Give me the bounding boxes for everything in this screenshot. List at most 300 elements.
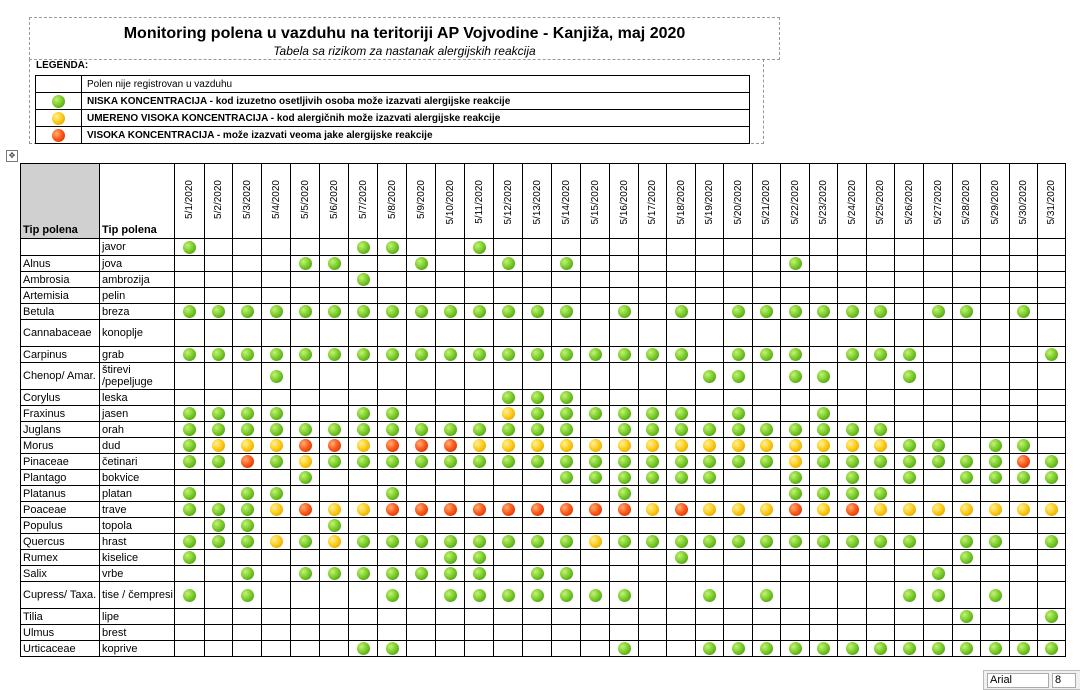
concentration-cell: [895, 566, 924, 582]
concentration-cell: [810, 454, 838, 470]
concentration-dot-icon: [444, 423, 457, 436]
concentration-cell: [724, 470, 753, 486]
concentration-cell: [953, 288, 981, 304]
legend-label: VISOKA KONCENTRACIJA - može izazvati veoma jake alergijske reakcije: [82, 127, 750, 144]
concentration-cell: [724, 406, 753, 422]
concentration-cell: [233, 438, 262, 454]
concentration-dot-icon: [502, 439, 515, 452]
concentration-dot-icon: [473, 423, 486, 436]
concentration-cell: [465, 609, 494, 625]
concentration-dot-icon: [560, 535, 573, 548]
concentration-cell: [724, 454, 753, 470]
concentration-cell: [205, 438, 233, 454]
concentration-cell: [378, 609, 407, 625]
concentration-cell: [552, 518, 581, 534]
concentration-cell: [349, 534, 378, 550]
concentration-dot-icon: [1045, 610, 1058, 623]
date-label: 5/2/2020: [213, 180, 224, 219]
table-row: [21, 502, 1066, 518]
date-label: 5/11/2020: [473, 180, 485, 224]
pollen-latin-name: [21, 239, 100, 256]
concentration-cell: [753, 390, 781, 406]
concentration-cell: [262, 363, 291, 390]
concentration-dot-icon: [473, 567, 486, 580]
concentration-cell: [233, 566, 262, 582]
concentration-cell: [262, 239, 291, 256]
concentration-cell: [407, 406, 436, 422]
pollen-latin-name: Betula: [21, 304, 100, 320]
concentration-cell: [233, 454, 262, 470]
concentration-cell: [349, 625, 378, 641]
concentration-dot-icon: [328, 423, 341, 436]
concentration-dot-icon: [328, 455, 341, 468]
date-header: [810, 164, 838, 239]
concentration-cell: [667, 406, 696, 422]
concentration-cell: [262, 347, 291, 363]
concentration-cell: [581, 422, 610, 438]
concentration-cell: [233, 390, 262, 406]
concentration-cell: [667, 502, 696, 518]
concentration-cell: [291, 486, 320, 502]
concentration-cell: [667, 256, 696, 272]
concentration-cell: [378, 363, 407, 390]
concentration-dot-icon: [618, 503, 631, 516]
concentration-cell: [378, 406, 407, 422]
concentration-cell: [724, 550, 753, 566]
concentration-cell: [233, 272, 262, 288]
concentration-dot-icon: [531, 503, 544, 516]
concentration-cell: [436, 422, 465, 438]
concentration-cell: [610, 625, 639, 641]
concentration-cell: [924, 347, 953, 363]
concentration-dot-icon: [1045, 348, 1058, 361]
concentration-cell: [523, 422, 552, 438]
concentration-cell: [753, 550, 781, 566]
concentration-cell: [552, 486, 581, 502]
concentration-cell: [262, 582, 291, 609]
concentration-cell: [953, 582, 981, 609]
concentration-cell: [1010, 347, 1038, 363]
concentration-cell: [838, 256, 867, 272]
concentration-cell: [581, 256, 610, 272]
concentration-cell: [696, 272, 724, 288]
date-header: [867, 164, 895, 239]
date-label: 5/28/2020: [961, 180, 972, 225]
concentration-cell: [523, 582, 552, 609]
concentration-cell: [465, 272, 494, 288]
concentration-cell: [867, 518, 895, 534]
concentration-cell: [407, 582, 436, 609]
concentration-dot-icon: [299, 439, 312, 452]
date-label: 5/9/2020: [415, 180, 427, 219]
concentration-cell: [781, 272, 810, 288]
date-label: 5/30/2020: [1018, 180, 1029, 225]
concentration-cell: [667, 486, 696, 502]
concentration-cell: [639, 422, 667, 438]
concentration-cell: [262, 534, 291, 550]
concentration-dot-icon: [531, 348, 544, 361]
concentration-cell: [781, 566, 810, 582]
concentration-cell: [724, 486, 753, 502]
concentration-cell: [781, 534, 810, 550]
concentration-cell: [981, 470, 1010, 486]
concentration-cell: [523, 438, 552, 454]
concentration-cell: [205, 422, 233, 438]
concentration-cell: [407, 288, 436, 304]
concentration-cell: [1038, 502, 1066, 518]
pollen-local-name: lipe: [100, 609, 175, 625]
table-row: [21, 566, 1066, 582]
concentration-dot-icon: [241, 439, 254, 452]
concentration-cell: [378, 470, 407, 486]
concentration-cell: [291, 320, 320, 347]
concentration-cell: [696, 363, 724, 390]
concentration-cell: [320, 438, 349, 454]
pollen-latin-name: Cupress/ Taxa.: [21, 582, 100, 609]
concentration-cell: [291, 550, 320, 566]
concentration-cell: [981, 363, 1010, 390]
concentration-dot-icon: [932, 455, 945, 468]
concentration-cell: [810, 239, 838, 256]
concentration-cell: [924, 288, 953, 304]
concentration-dot-icon: [241, 487, 254, 500]
concentration-cell: [810, 320, 838, 347]
concentration-dot-icon: [817, 407, 830, 420]
concentration-dot-icon: [299, 503, 312, 516]
concentration-dot-icon: [903, 535, 916, 548]
concentration-cell: [838, 641, 867, 657]
concentration-cell: [291, 470, 320, 486]
concentration-cell: [465, 288, 494, 304]
concentration-cell: [523, 256, 552, 272]
concentration-dot-icon: [386, 241, 399, 254]
concentration-dot-icon: [646, 439, 659, 452]
concentration-dot-icon: [560, 567, 573, 580]
concentration-cell: [262, 454, 291, 470]
date-header: [407, 164, 436, 239]
concentration-cell: [552, 422, 581, 438]
concentration-cell: [465, 390, 494, 406]
concentration-dot-icon: [357, 642, 370, 655]
concentration-cell: [494, 518, 523, 534]
concentration-dot-icon: [960, 642, 973, 655]
concentration-cell: [205, 454, 233, 470]
concentration-cell: [867, 272, 895, 288]
concentration-cell: [810, 438, 838, 454]
concentration-cell: [320, 304, 349, 320]
concentration-cell: [205, 347, 233, 363]
concentration-cell: [838, 582, 867, 609]
concentration-cell: [724, 272, 753, 288]
concentration-cell: [175, 406, 205, 422]
concentration-dot-icon: [846, 487, 859, 500]
concentration-dot-icon: [270, 455, 283, 468]
concentration-cell: [867, 422, 895, 438]
concentration-cell: [867, 470, 895, 486]
concentration-cell: [494, 438, 523, 454]
date-header: [581, 164, 610, 239]
concentration-cell: [233, 406, 262, 422]
concentration-cell: [523, 347, 552, 363]
concentration-dot-icon: [646, 348, 659, 361]
concentration-cell: [781, 347, 810, 363]
concentration-cell: [781, 320, 810, 347]
concentration-dot-icon: [444, 305, 457, 318]
concentration-cell: [320, 502, 349, 518]
concentration-dot-icon: [846, 455, 859, 468]
concentration-cell: [205, 390, 233, 406]
concentration-cell: [810, 566, 838, 582]
concentration-cell: [436, 534, 465, 550]
concentration-cell: [1010, 486, 1038, 502]
concentration-cell: [291, 454, 320, 470]
concentration-cell: [378, 239, 407, 256]
concentration-cell: [696, 566, 724, 582]
concentration-cell: [696, 550, 724, 566]
table-row: [21, 438, 1066, 454]
concentration-cell: [552, 641, 581, 657]
concentration-dot-icon: [531, 589, 544, 602]
concentration-dot-icon: [675, 535, 688, 548]
concentration-cell: [981, 534, 1010, 550]
concentration-cell: [724, 582, 753, 609]
concentration-cell: [349, 288, 378, 304]
pollen-latin-name: Fraxinus: [21, 406, 100, 422]
concentration-cell: [205, 363, 233, 390]
concentration-dot-icon: [846, 348, 859, 361]
date-label: 5/29/2020: [989, 180, 1001, 225]
font-name-field[interactable]: Arial: [987, 673, 1049, 688]
legend-label: UMERENO VISOKA KONCENTRACIJA - kod alergičnih može izazvati alergijske reakcije: [82, 110, 750, 127]
concentration-dot-icon: [932, 642, 945, 655]
concentration-dot-icon: [618, 407, 631, 420]
concentration-cell: [552, 625, 581, 641]
concentration-cell: [981, 406, 1010, 422]
concentration-dot-icon: [444, 439, 457, 452]
concentration-dot-icon: [618, 348, 631, 361]
concentration-cell: [407, 390, 436, 406]
concentration-cell: [233, 256, 262, 272]
concentration-dot-icon: [732, 535, 745, 548]
concentration-dot-icon: [789, 487, 802, 500]
table-row: [21, 454, 1066, 470]
concentration-cell: [610, 390, 639, 406]
concentration-dot-icon: [989, 589, 1002, 602]
pollen-latin-name: Quercus: [21, 534, 100, 550]
concentration-cell: [696, 454, 724, 470]
concentration-dot-icon: [589, 348, 602, 361]
concentration-cell: [838, 347, 867, 363]
concentration-cell: [781, 486, 810, 502]
date-label: 5/3/2020: [241, 180, 253, 219]
concentration-cell: [1010, 641, 1038, 657]
concentration-cell: [724, 288, 753, 304]
legend-table: [35, 75, 750, 144]
date-label: 5/7/2020: [357, 180, 369, 219]
pollen-latin-name: Plantago: [21, 470, 100, 486]
concentration-dot-icon: [52, 112, 65, 125]
concentration-dot-icon: [357, 423, 370, 436]
concentration-cell: [781, 470, 810, 486]
concentration-dot-icon: [703, 439, 716, 452]
concentration-cell: [895, 406, 924, 422]
concentration-dot-icon: [560, 257, 573, 270]
concentration-cell: [1010, 272, 1038, 288]
concentration-cell: [320, 486, 349, 502]
concentration-cell: [867, 406, 895, 422]
concentration-cell: [838, 304, 867, 320]
concentration-cell: [667, 609, 696, 625]
concentration-cell: [810, 363, 838, 390]
concentration-cell: [1038, 406, 1066, 422]
pollen-latin-name: Salix: [21, 566, 100, 582]
pollen-latin-name: Carpinus: [21, 347, 100, 363]
table-move-handle-icon[interactable]: ✥: [6, 150, 18, 162]
font-size-field[interactable]: 8: [1052, 673, 1076, 688]
concentration-cell: [175, 582, 205, 609]
concentration-cell: [953, 534, 981, 550]
concentration-cell: [581, 320, 610, 347]
concentration-dot-icon: [874, 487, 887, 500]
concentration-cell: [320, 288, 349, 304]
concentration-dot-icon: [473, 241, 486, 254]
concentration-cell: [262, 390, 291, 406]
concentration-cell: [667, 566, 696, 582]
concentration-dot-icon: [415, 305, 428, 318]
concentration-cell: [523, 502, 552, 518]
concentration-cell: [291, 390, 320, 406]
concentration-cell: [320, 609, 349, 625]
concentration-cell: [667, 304, 696, 320]
concentration-cell: [639, 390, 667, 406]
concentration-cell: [349, 502, 378, 518]
concentration-cell: [378, 454, 407, 470]
concentration-cell: [494, 454, 523, 470]
concentration-cell: [1038, 320, 1066, 347]
concentration-cell: [175, 518, 205, 534]
concentration-dot-icon: [299, 471, 312, 484]
pollen-local-name: vrbe: [100, 566, 175, 582]
table-row: [21, 518, 1066, 534]
concentration-cell: [291, 272, 320, 288]
concentration-cell: [320, 320, 349, 347]
concentration-cell: [1010, 363, 1038, 390]
pollen-local-name: dud: [100, 438, 175, 454]
concentration-dot-icon: [241, 589, 254, 602]
concentration-cell: [1038, 641, 1066, 657]
concentration-dot-icon: [760, 535, 773, 548]
concentration-cell: [494, 502, 523, 518]
date-header: [175, 164, 205, 239]
concentration-cell: [233, 502, 262, 518]
concentration-cell: [465, 641, 494, 657]
concentration-cell: [523, 550, 552, 566]
pollen-local-name: jova: [100, 256, 175, 272]
legend-label: Polen nije registrovan u vazduhu: [82, 76, 750, 93]
concentration-cell: [349, 454, 378, 470]
concentration-cell: [639, 625, 667, 641]
concentration-cell: [349, 304, 378, 320]
concentration-dot-icon: [760, 642, 773, 655]
concentration-dot-icon: [560, 423, 573, 436]
concentration-cell: [552, 256, 581, 272]
concentration-cell: [810, 288, 838, 304]
concentration-dot-icon: [473, 348, 486, 361]
concentration-dot-icon: [703, 535, 716, 548]
date-label: 5/10/2020: [444, 180, 456, 225]
date-header: [1038, 164, 1066, 239]
concentration-dot-icon: [241, 407, 254, 420]
concentration-cell: [205, 534, 233, 550]
concentration-cell: [753, 406, 781, 422]
pollen-local-name: ambrozija: [100, 272, 175, 288]
date-header: [610, 164, 639, 239]
concentration-dot-icon: [932, 305, 945, 318]
concentration-cell: [610, 304, 639, 320]
concentration-dot-icon: [473, 551, 486, 564]
date-header: [523, 164, 552, 239]
concentration-dot-icon: [212, 519, 225, 532]
concentration-cell: [320, 239, 349, 256]
concentration-cell: [895, 641, 924, 657]
concentration-cell: [1010, 406, 1038, 422]
concentration-dot-icon: [874, 642, 887, 655]
concentration-cell: [753, 518, 781, 534]
concentration-cell: [378, 304, 407, 320]
concentration-dot-icon: [1045, 642, 1058, 655]
concentration-cell: [349, 438, 378, 454]
concentration-cell: [175, 347, 205, 363]
concentration-cell: [895, 518, 924, 534]
concentration-cell: [924, 239, 953, 256]
concentration-cell: [523, 406, 552, 422]
concentration-cell: [838, 239, 867, 256]
concentration-cell: [667, 363, 696, 390]
table-row: [21, 641, 1066, 657]
concentration-dot-icon: [789, 257, 802, 270]
concentration-cell: [867, 454, 895, 470]
concentration-dot-icon: [183, 423, 196, 436]
concentration-cell: [639, 272, 667, 288]
concentration-cell: [494, 239, 523, 256]
concentration-dot-icon: [415, 455, 428, 468]
concentration-dot-icon: [817, 439, 830, 452]
concentration-cell: [1038, 347, 1066, 363]
concentration-dot-icon: [357, 348, 370, 361]
concentration-dot-icon: [502, 589, 515, 602]
concentration-dot-icon: [789, 471, 802, 484]
concentration-cell: [895, 502, 924, 518]
concentration-cell: [1038, 454, 1066, 470]
concentration-dot-icon: [473, 589, 486, 602]
concentration-dot-icon: [817, 642, 830, 655]
concentration-cell: [867, 347, 895, 363]
concentration-cell: [696, 390, 724, 406]
concentration-cell: [810, 422, 838, 438]
concentration-cell: [867, 502, 895, 518]
concentration-cell: [581, 438, 610, 454]
concentration-dot-icon: [646, 407, 659, 420]
concentration-cell: [581, 566, 610, 582]
concentration-cell: [233, 582, 262, 609]
concentration-cell: [696, 256, 724, 272]
date-label: 5/19/2020: [704, 180, 715, 225]
pollen-local-name: breza: [100, 304, 175, 320]
concentration-dot-icon: [299, 305, 312, 318]
concentration-cell: [810, 625, 838, 641]
concentration-dot-icon: [789, 503, 802, 516]
concentration-cell: [465, 304, 494, 320]
